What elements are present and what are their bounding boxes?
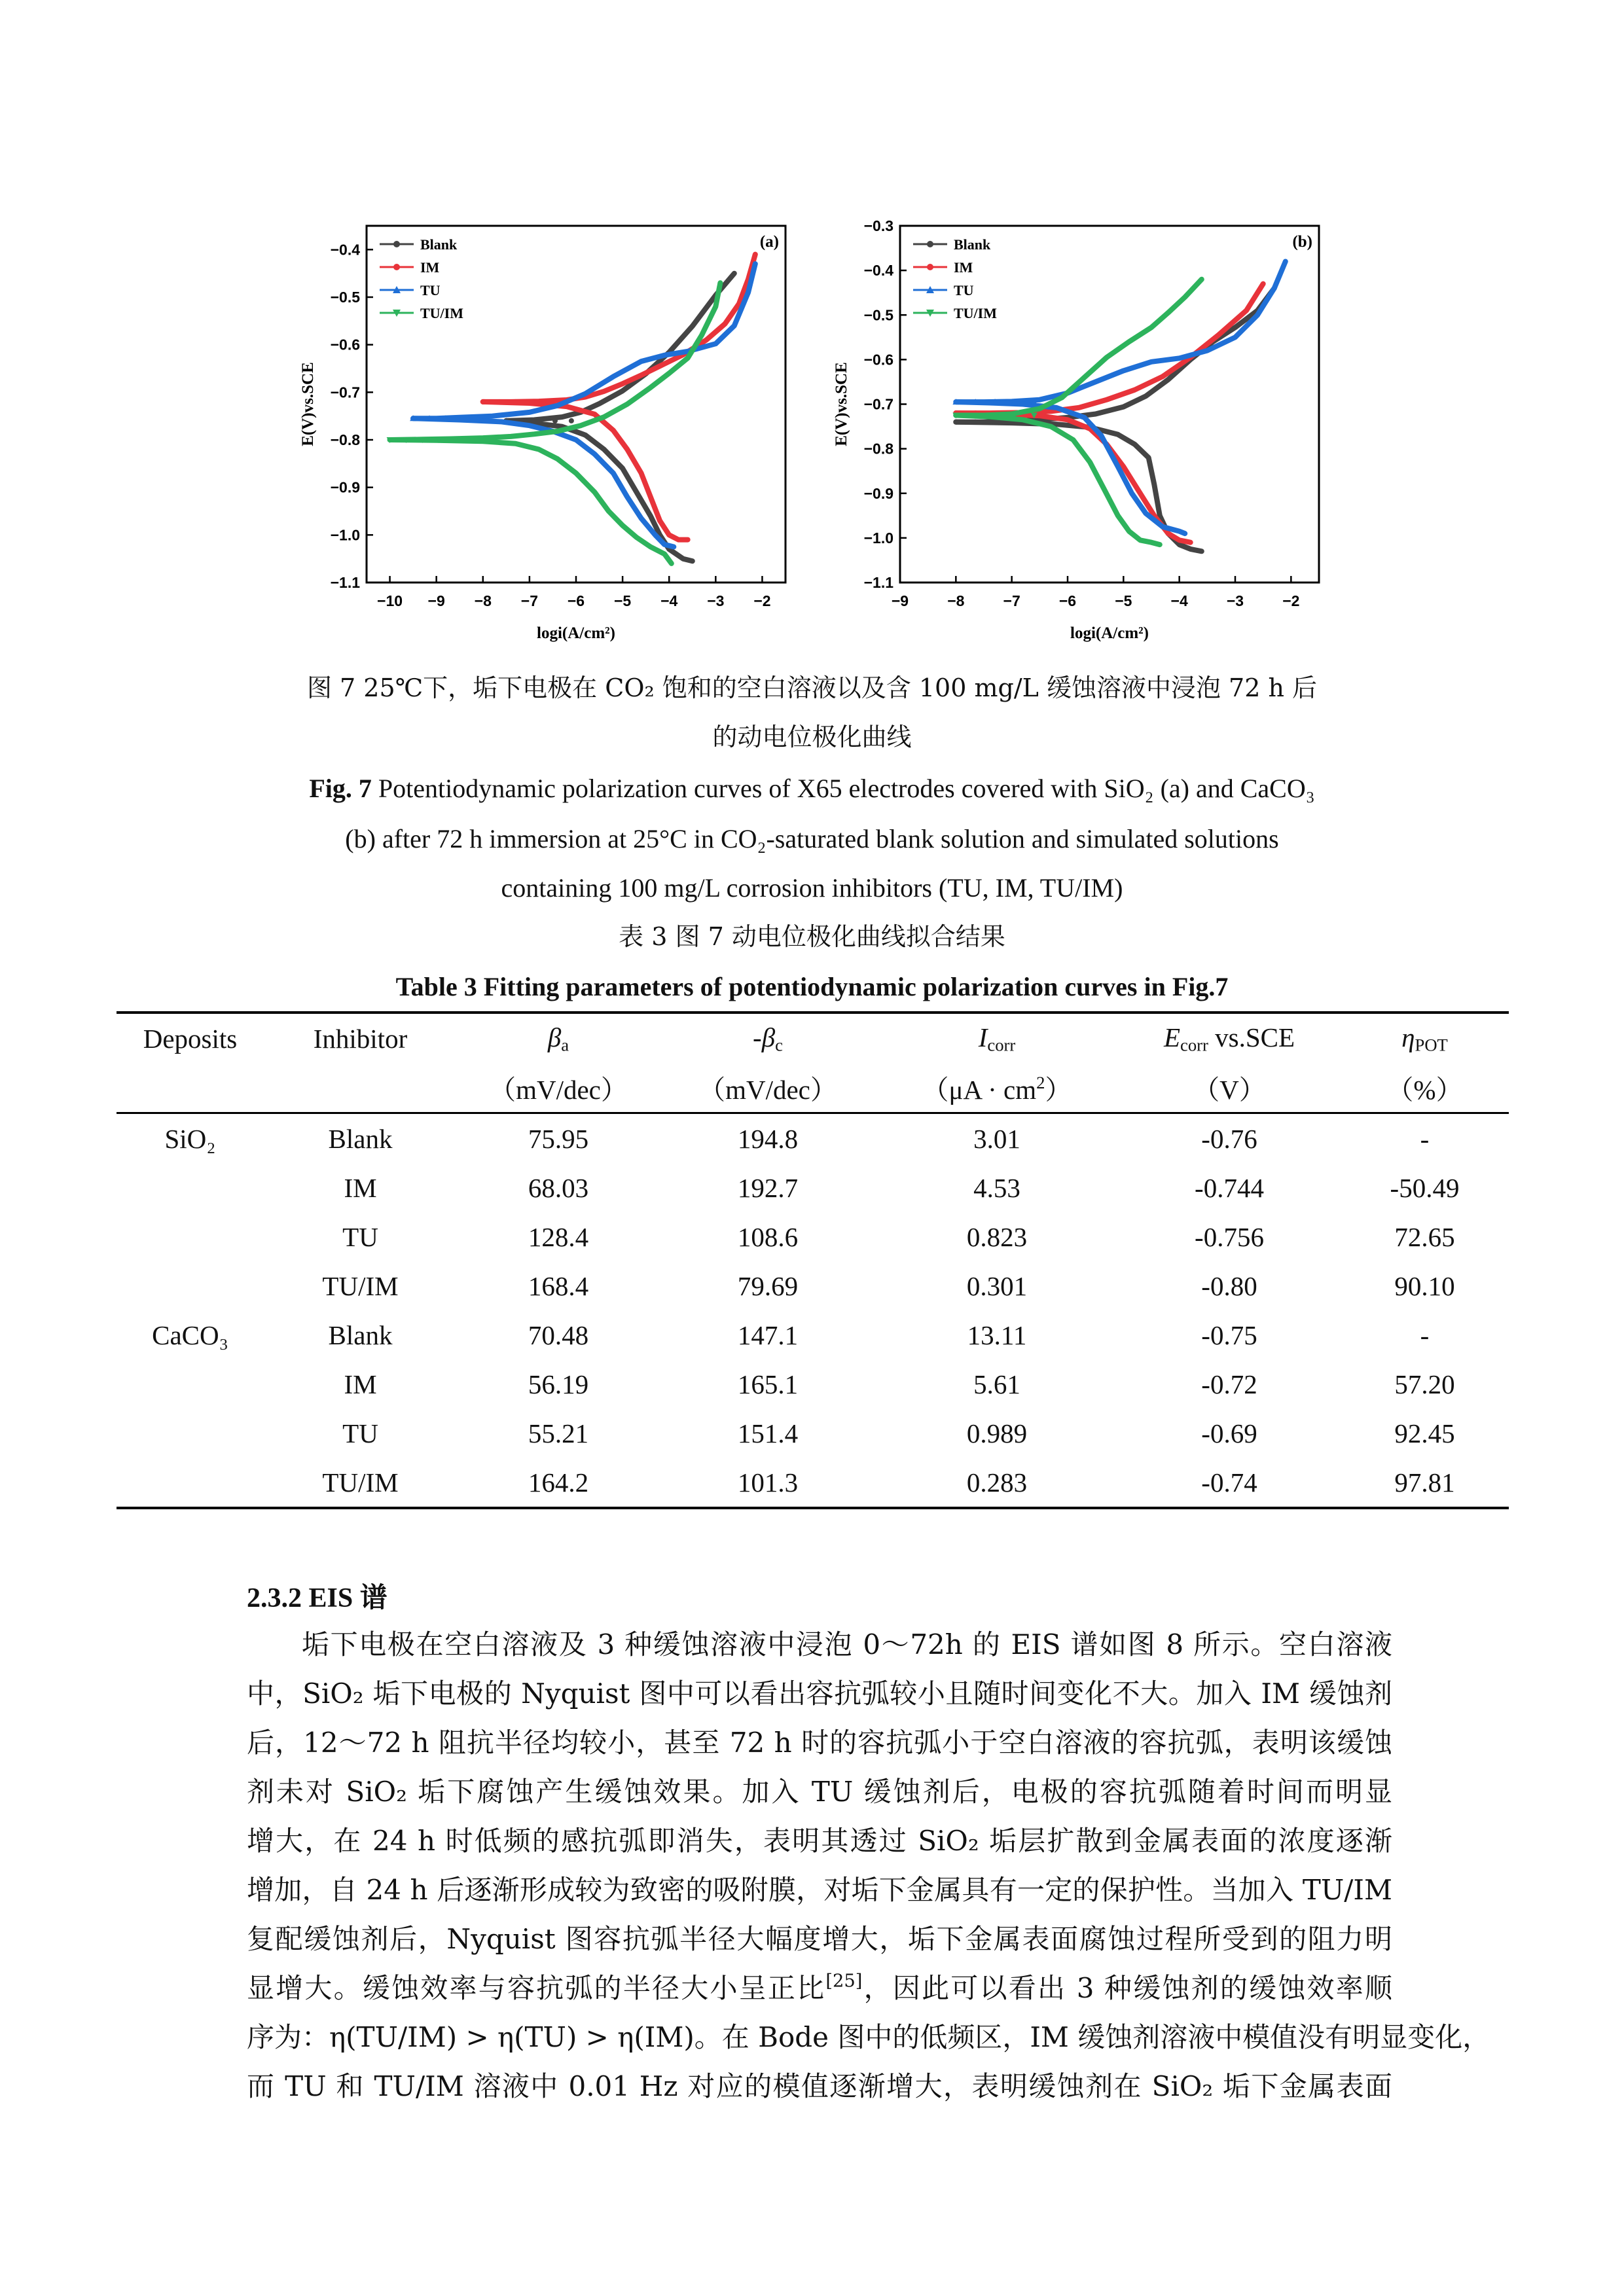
cell-icorr: 0.823 <box>966 1221 1028 1252</box>
cell-beta-c: 194.8 <box>737 1123 799 1154</box>
panel-label: (b) <box>1292 233 1312 251</box>
legend-label: Blank <box>420 236 458 253</box>
y-tick-label: −0.3 <box>863 217 893 234</box>
cell-eta: 72.65 <box>1394 1221 1455 1252</box>
cell-beta-c: 101.3 <box>660 1458 876 1508</box>
paragraph-line: 增大，在 24 h 时低频的感抗弧即消失，表明其透过 SiO₂ 垢层扩散到金属表面的浓度逐渐 <box>247 1825 1392 1857</box>
cell-ecorr: -0.744 <box>1195 1172 1264 1203</box>
table-row <box>117 1310 1509 1359</box>
series-line <box>956 279 1202 416</box>
chart-svg <box>288 216 799 642</box>
series-line <box>956 262 1286 403</box>
x-tick-label: −4 <box>660 592 678 609</box>
legend-label: TU/IM <box>954 305 997 321</box>
x-tick-label: −3 <box>1226 592 1244 609</box>
cell-deposit <box>117 1163 264 1212</box>
paragraph-line: 剂未对 SiO₂ 垢下腐蚀产生缓蚀效果。加入 TU 缓蚀剂后，电极的容抗弧随着时间而明显 <box>247 1776 1392 1808</box>
y-tick-label: −1.1 <box>863 574 893 591</box>
legend-label: IM <box>954 259 973 276</box>
data-point <box>536 418 541 423</box>
legend-label: Blank <box>954 236 991 253</box>
paragraph-line: 增加，自 24 h 后逐渐形成较为致密的吸附膜，对垢下金属具有一定的保护性。当加入 TU/IM <box>247 1874 1392 1906</box>
y-tick-label: −0.9 <box>330 478 360 496</box>
header-deposits: Deposits <box>117 1013 264 1063</box>
cell-ecorr: -0.80 <box>1201 1270 1257 1301</box>
header-inhibitor: Inhibitor <box>264 1013 457 1063</box>
data-point <box>569 418 574 423</box>
legend-label: IM <box>420 259 440 276</box>
legend-marker <box>393 241 400 247</box>
cell-icorr: 0.301 <box>966 1270 1028 1301</box>
x-tick-label: −2 <box>1282 592 1300 609</box>
cell-ecorr: -0.72 <box>1201 1369 1257 1399</box>
figure-caption-en-line3: containing 100 mg/L corrosion inhibitors (TU, IM, TU/IM) <box>501 873 1123 903</box>
paragraph-line: 后，12～72 h 阻抗半径均较小，甚至 72 h 时的容抗弧小于空白溶液的容抗弧，表明该缓蚀 <box>247 1727 1392 1759</box>
cell-eta: 92.45 <box>1394 1418 1455 1448</box>
cell-inhibitor: Blank <box>328 1123 393 1154</box>
cell-icorr: 0.283 <box>876 1458 1118 1508</box>
y-tick-label: −1.1 <box>330 574 360 591</box>
polarization-chart-b <box>821 216 1332 642</box>
x-tick-label: −5 <box>1115 592 1132 609</box>
x-tick-label: −3 <box>707 592 725 609</box>
cell-eta: 90.10 <box>1394 1270 1455 1301</box>
data-point <box>992 420 998 425</box>
header-beta-c: $-\beta_c$ <box>660 1013 876 1063</box>
y-tick-label: −1.0 <box>863 529 893 547</box>
citation: [25] <box>825 1971 863 1992</box>
legend-label: TU <box>420 282 441 298</box>
cell-deposit <box>117 1359 264 1408</box>
table-row <box>117 1261 1509 1310</box>
unit-beta-c: （mV/dec） <box>660 1063 876 1113</box>
y-tick-label: −0.9 <box>863 484 893 502</box>
cell-beta-c: 151.4 <box>737 1418 799 1448</box>
y-axis-label: E(V)vs.SCE <box>833 362 850 446</box>
table-row <box>117 1458 1509 1508</box>
cell-beta-a: 168.4 <box>528 1270 589 1301</box>
cell-deposit: SiO₂ <box>164 1123 216 1154</box>
cell-beta-a: 70.48 <box>528 1319 589 1350</box>
table-row <box>117 1408 1509 1458</box>
paragraph-line: 复配缓蚀剂后，Nyquist 图容抗弧半径大幅度增大，垢下金属表面腐蚀过程所受到的阻力明 <box>247 1923 1392 1955</box>
y-tick-label: −1.0 <box>330 526 360 544</box>
y-tick-label: −0.5 <box>863 306 893 324</box>
cell-inhibitor: TU/IM <box>264 1458 457 1508</box>
series-line <box>506 421 693 561</box>
cell-deposit <box>117 1212 264 1261</box>
y-tick-label: −0.8 <box>330 431 360 448</box>
y-tick-label: −0.7 <box>863 395 893 413</box>
data-point <box>480 399 486 404</box>
cell-beta-c: 147.1 <box>737 1319 799 1350</box>
data-point <box>545 399 550 404</box>
cell-beta-a: 56.19 <box>528 1369 589 1399</box>
cell-inhibitor: IM <box>344 1369 377 1399</box>
series-line <box>483 255 755 402</box>
y-tick-label: −0.6 <box>863 351 893 368</box>
cell-icorr: 5.61 <box>973 1369 1020 1399</box>
legend-marker <box>927 264 933 270</box>
x-tick-label: −6 <box>1058 592 1077 609</box>
x-tick-label: −10 <box>377 592 403 609</box>
plot-frame <box>367 226 785 583</box>
cell-icorr: 4.53 <box>973 1172 1020 1203</box>
table-row <box>117 1163 1509 1212</box>
data-point <box>552 418 558 423</box>
section-title: 2.3.2 EIS 谱 <box>247 1583 388 1613</box>
cell-ecorr: -0.75 <box>1201 1319 1257 1350</box>
section-paragraph <box>247 1620 1490 2111</box>
cell-beta-a: 75.95 <box>528 1123 589 1154</box>
cell-ecorr: -0.756 <box>1195 1221 1264 1252</box>
cell-icorr: 0.989 <box>966 1418 1028 1448</box>
x-tick-label: −7 <box>520 592 539 609</box>
cell-ecorr: -0.74 <box>1118 1458 1341 1508</box>
cell-inhibitor: TU/IM <box>322 1270 399 1301</box>
cell-icorr: 3.01 <box>973 1123 1020 1154</box>
y-tick-label: −0.4 <box>330 241 360 259</box>
figure-caption-zh-line1: 图 7 25℃下，垢下电极在 CO₂ 饱和的空白溶液以及含 100 mg/L 缓蚀溶液中浸泡 72 h 后 <box>306 673 1318 702</box>
x-tick-label: −6 <box>567 592 585 609</box>
x-axis-label: logi(A/cm²) <box>1070 624 1149 642</box>
unit-ecorr: （V） <box>1118 1063 1341 1113</box>
cell-ecorr: -0.76 <box>1201 1123 1257 1154</box>
paragraph-line <box>247 1964 1392 2013</box>
cell-beta-a: 55.21 <box>528 1418 589 1448</box>
header-ecorr: $E_{corr}$ vs.SCE <box>1118 1013 1341 1063</box>
x-tick-label: −8 <box>474 592 492 609</box>
cell-beta-c: 165.1 <box>737 1369 799 1399</box>
legend-marker <box>927 241 933 247</box>
y-axis-label: E(V)vs.SCE <box>299 362 317 446</box>
header-beta-a: $\beta_a$ <box>457 1013 660 1063</box>
paragraph-line: 序为：η(TU/IM) > η(TU) > η(IM)。在 Bode 图中的低频区，IM 缓蚀剂溶液中模值没有明显变化， <box>247 2021 1490 2053</box>
unit-eta: （%） <box>1341 1063 1509 1113</box>
y-tick-label: −0.4 <box>863 262 893 279</box>
data-point <box>513 399 518 404</box>
cell-deposit <box>117 1408 264 1458</box>
x-tick-label: −4 <box>1170 592 1188 609</box>
paragraph-line: 中，SiO₂ 垢下电极的 Nyquist 图中可以看出容抗弧较小且随时间变化不大。加入 IM 缓蚀剂 <box>247 1677 1392 1710</box>
cell-inhibitor: IM <box>344 1172 377 1203</box>
chart-svg <box>821 216 1332 642</box>
table-header-row <box>117 1013 1509 1063</box>
figure-caption-en-line2: (b) after 72 h immersion at 25°C in CO₂-saturated blank solution and simulated solutions <box>345 824 1279 853</box>
data-point <box>497 399 502 404</box>
cell-deposit <box>117 1458 264 1508</box>
table-caption-zh: 表 3 图 7 动电位极化曲线拟合结果 <box>619 922 1005 951</box>
paragraph-line: 垢下电极在空白溶液及 3 种缓蚀溶液中浸泡 0～72h 的 EIS 谱如图 8 所示。空白溶液 <box>302 1628 1392 1660</box>
cell-deposit: CaCO₃ <box>152 1319 228 1350</box>
table-units-row <box>117 1063 1509 1113</box>
cell-inhibitor: Blank <box>328 1319 393 1350</box>
header-icorr: $I_{corr}$ <box>876 1013 1118 1063</box>
cell-beta-a: 128.4 <box>528 1221 589 1252</box>
table-caption-en: Table 3 Fitting parameters of potentiodynamic polarization curves in Fig.7 <box>395 972 1229 1001</box>
unit-beta-a: （mV/dec） <box>457 1063 660 1113</box>
figure-caption-en-text: Potentiodynamic polarization curves of X65 electrodes covered with SiO₂ (a) and CaCO₃ <box>371 774 1315 803</box>
cell-eta: - <box>1420 1123 1430 1154</box>
cell-inhibitor: TU <box>342 1221 378 1252</box>
cell-icorr: 13.11 <box>967 1319 1027 1350</box>
data-point <box>529 399 534 404</box>
x-tick-label: −7 <box>1003 592 1020 609</box>
x-tick-label: −9 <box>427 592 445 609</box>
y-tick-label: −0.7 <box>330 384 360 401</box>
cell-eta: 57.20 <box>1394 1369 1455 1399</box>
table-row <box>117 1212 1509 1261</box>
panel-label: (a) <box>759 233 779 251</box>
table-row <box>117 1359 1509 1408</box>
x-tick-label: −5 <box>613 592 632 609</box>
cell-ecorr: -0.69 <box>1201 1418 1257 1448</box>
cell-eta: -50.49 <box>1390 1172 1460 1203</box>
figure-caption-zh-line2: 的动电位极化曲线 <box>712 723 912 751</box>
cell-deposit <box>117 1261 264 1310</box>
x-tick-label: −8 <box>947 592 965 609</box>
legend-label: TU/IM <box>420 305 463 321</box>
legend-marker <box>393 264 400 270</box>
x-tick-label: −2 <box>753 592 771 609</box>
y-tick-label: −0.5 <box>330 289 360 306</box>
cell-inhibitor: TU <box>342 1418 378 1448</box>
figure-caption-en-line1 <box>0 776 1624 802</box>
series-tu <box>913 262 1286 534</box>
cell-eta: - <box>1420 1319 1430 1350</box>
cell-beta-a: 164.2 <box>457 1458 660 1508</box>
cell-beta-c: 79.69 <box>737 1270 799 1301</box>
polarization-chart-a <box>288 216 799 642</box>
figure-label: Fig. 7 <box>309 774 372 803</box>
legend-label: TU <box>954 282 974 298</box>
header-eta: $\eta_{POT}$ <box>1341 1013 1509 1063</box>
data-point <box>953 420 958 425</box>
cell-beta-c: 108.6 <box>737 1221 799 1252</box>
x-axis-label: logi(A/cm²) <box>537 624 615 642</box>
cell-beta-c: 192.7 <box>737 1172 799 1203</box>
x-tick-label: −9 <box>891 592 909 609</box>
unit-icorr: $(\mu A \cdot cm^2)$ <box>876 1063 1118 1113</box>
table-row <box>117 1113 1509 1164</box>
line8-tail: ，因此可以看出 3 种缓蚀剂的缓蚀效率顺 <box>862 1972 1392 2004</box>
cell-eta: 97.81 <box>1341 1458 1509 1508</box>
data-point <box>973 420 978 425</box>
fitting-parameters-table <box>117 1011 1509 1509</box>
paragraph-line: 而 TU 和 TU/IM 溶液中 0.01 Hz 对应的模值逐渐增大，表明缓蚀剂在 SiO₂ 垢下金属表面 <box>247 2070 1392 2102</box>
y-tick-label: −0.6 <box>330 336 360 353</box>
y-tick-label: −0.8 <box>863 440 893 457</box>
line8-text: 显增大。缓蚀效率与容抗弧的半径大小呈正比 <box>247 1972 826 2004</box>
cell-beta-a: 68.03 <box>528 1172 589 1203</box>
